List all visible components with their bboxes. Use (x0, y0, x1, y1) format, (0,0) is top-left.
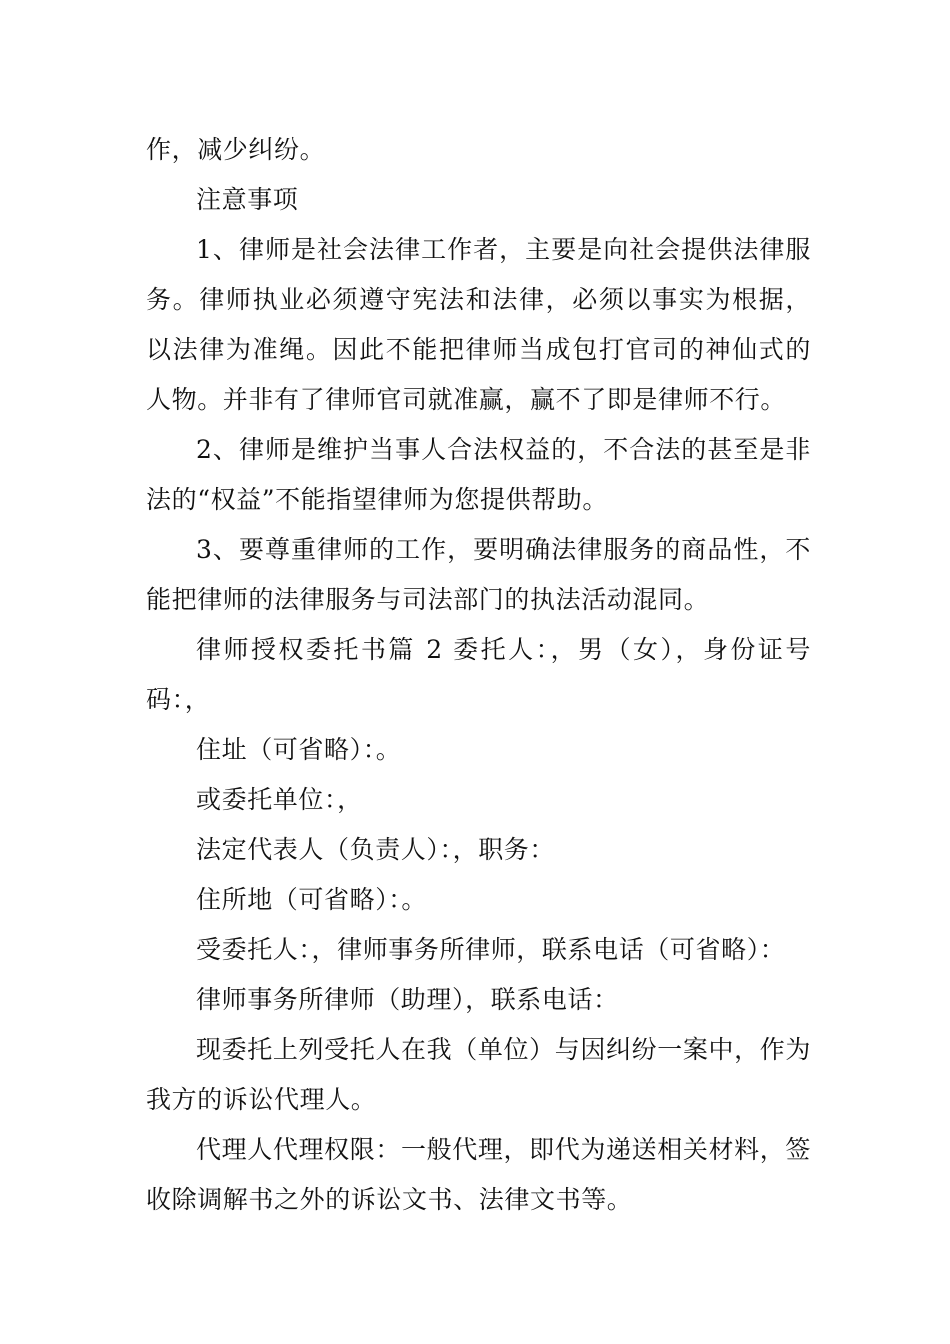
paragraph-entity: 或委托单位：， (196, 785, 363, 814)
paragraph-note-3: 3、要尊重律师的工作，要明确法律服务的商品性，不能把律师的法律服务与司法部门的执法活动混同。 (146, 535, 811, 614)
paragraph-domicile: 住所地（可省略）：。 (196, 885, 428, 914)
paragraph-heading-notes: 注意事项 (196, 185, 299, 214)
paragraph-note-2: 2、律师是维护当事人合法权益的，不合法的甚至是非法的“权益”不能指望律师为您提供帮助。 (146, 435, 811, 514)
paragraph-continuation: 作，减少纠纷。 (146, 135, 326, 164)
paragraph-assistant: 律师事务所律师（助理），联系电话： (196, 985, 619, 1014)
paragraph-principal: 律师授权委托书篇 2 委托人：，男（女），身份证号码：， (146, 635, 811, 714)
document-body (146, 125, 811, 1225)
paragraph-agent: 受委托人：，律师事务所律师，联系电话（可省略）： (196, 935, 786, 964)
paragraph-note-1: 1、律师是社会法律工作者，主要是向社会提供法律服务。律师执业必须遵守宪法和法律，必须以事实为根据，以法律为准绳。因此不能把律师当成包打官司的神仙式的人物。并非有了律师官司就准赢，赢不了即是律师不行。 (146, 235, 811, 414)
paragraph-entrustment: 现委托上列受托人在我（单位）与因纠纷一案中，作为我方的诉讼代理人。 (146, 1035, 811, 1114)
paragraph-legal-rep: 法定代表人（负责人）：，职务： (196, 835, 556, 864)
paragraph-address: 住址（可省略）：。 (196, 735, 402, 764)
paragraph-authority: 代理人代理权限：一般代理，即代为递送相关材料，签收除调解书之外的诉讼文书、法律文书等。 (146, 1135, 811, 1214)
